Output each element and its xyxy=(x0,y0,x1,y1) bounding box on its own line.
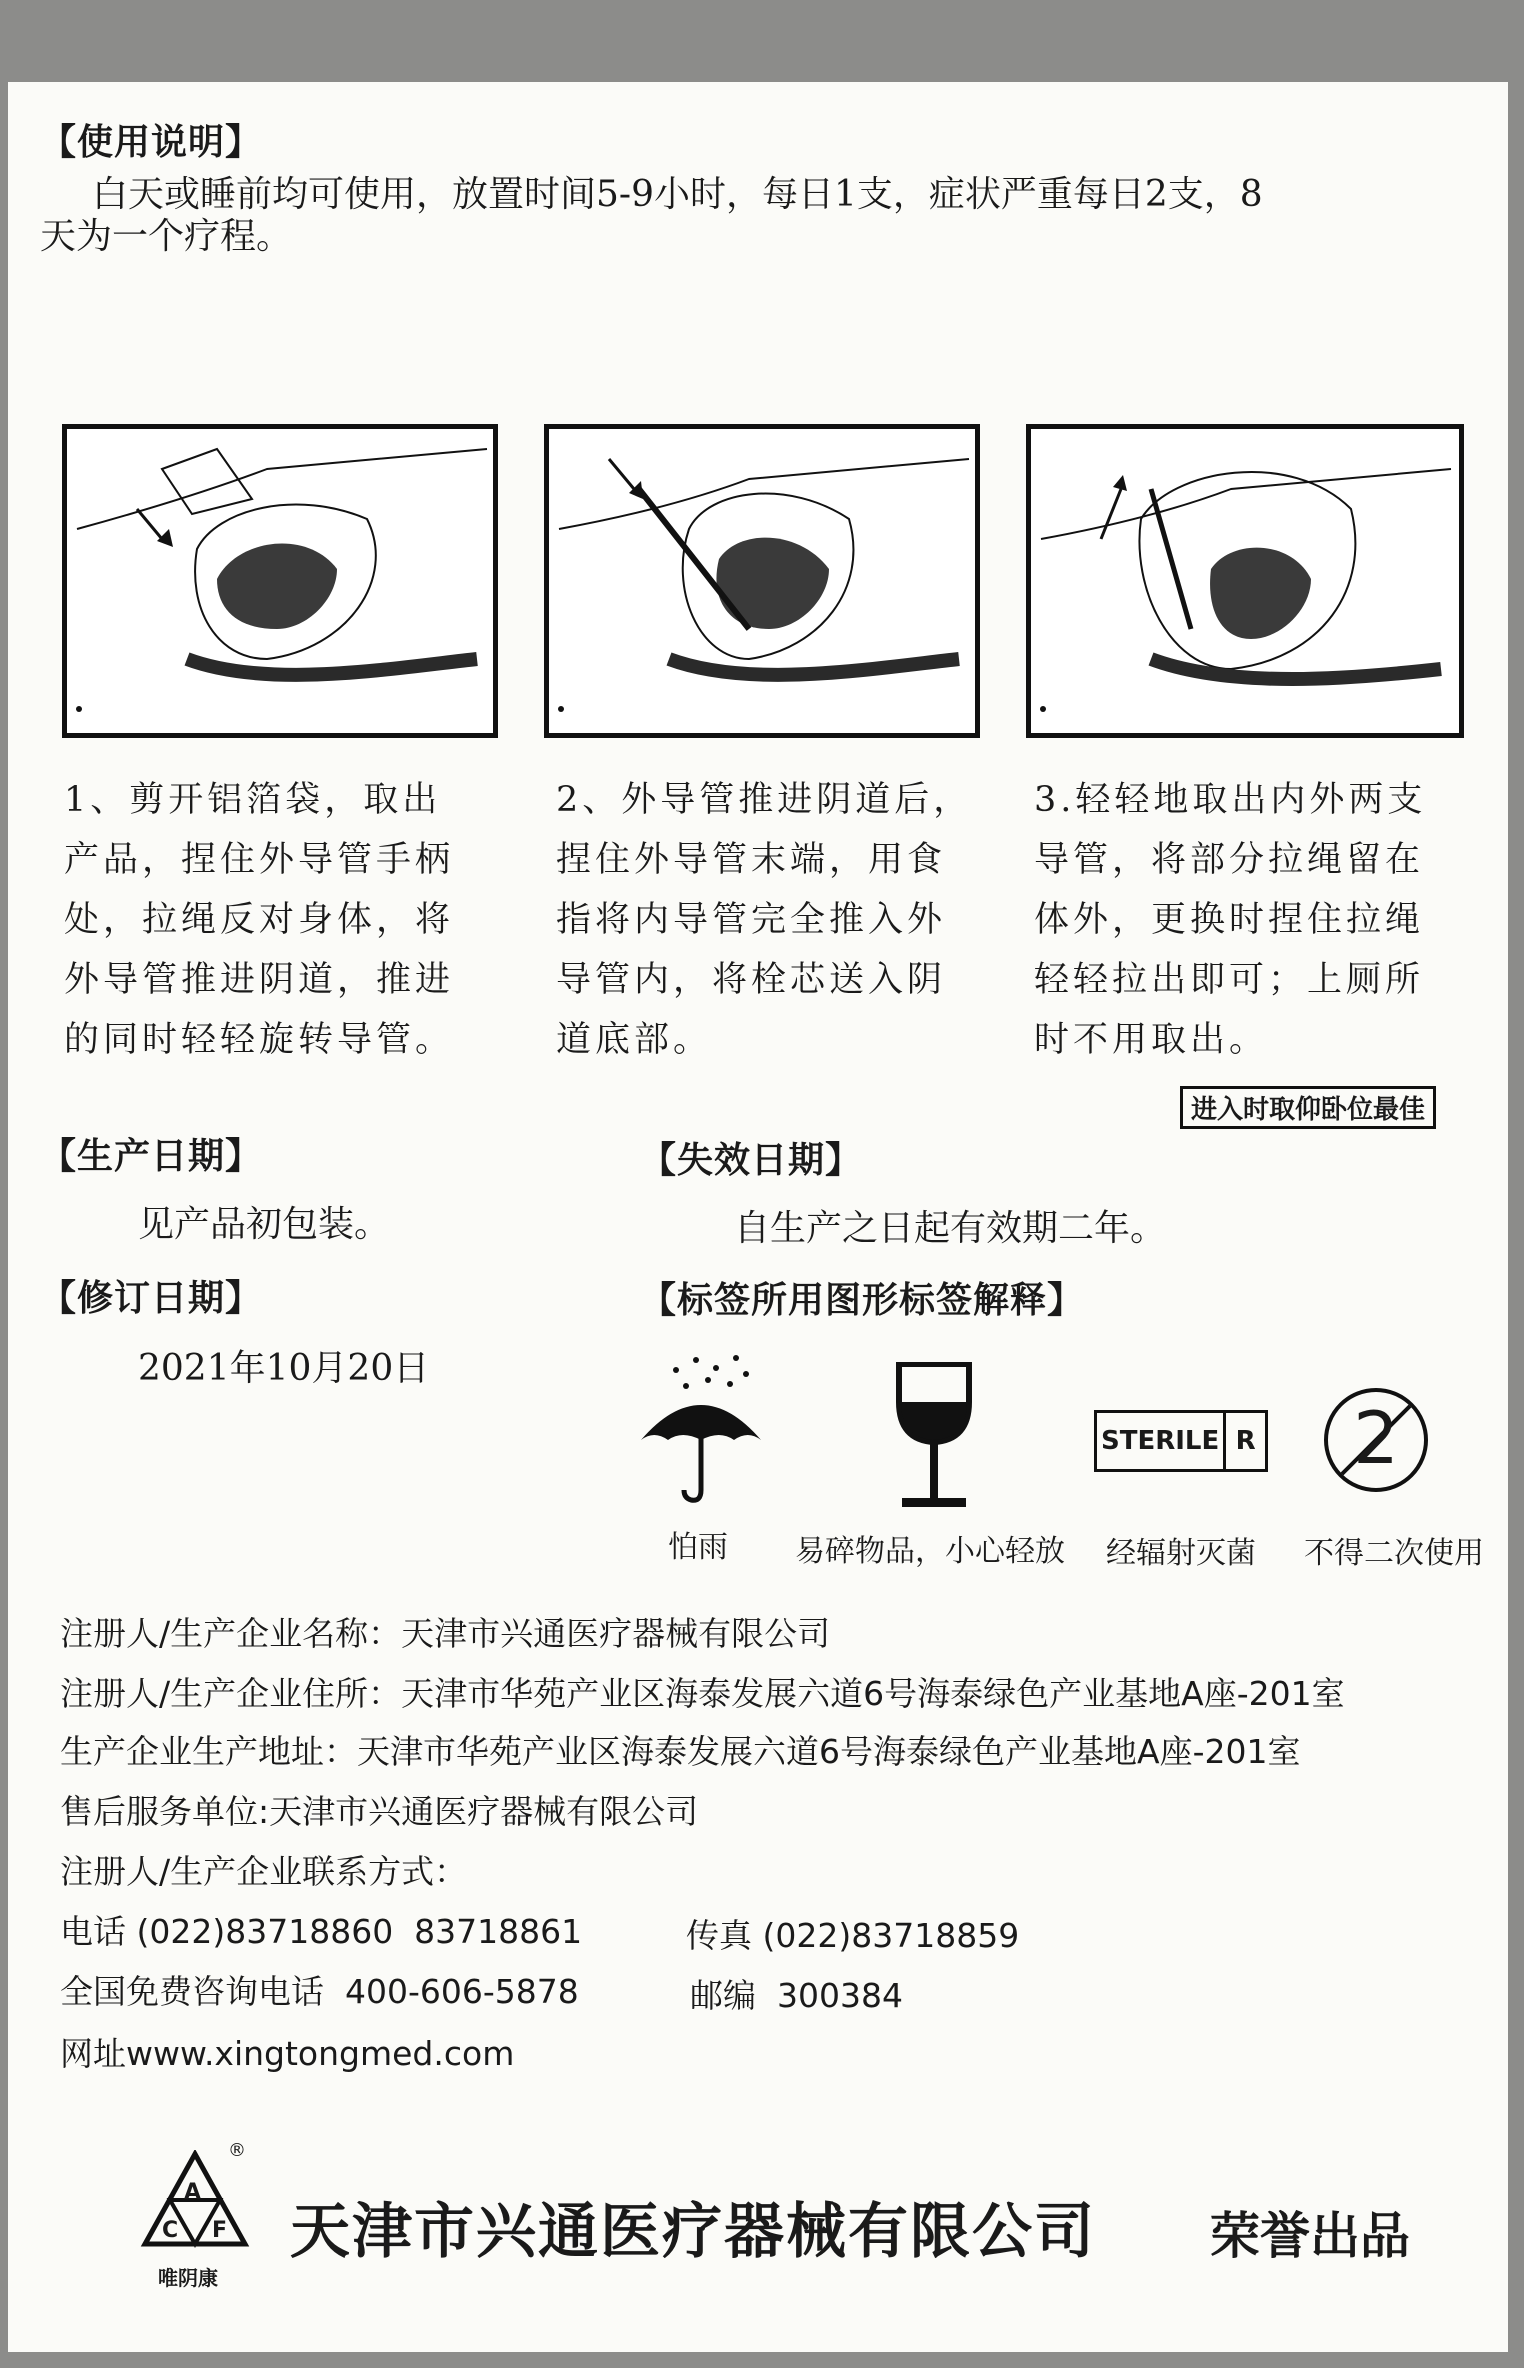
step-2-text xyxy=(556,770,1006,1070)
hotline-number: 全国免费咨询电话 400-606-5878 xyxy=(60,1972,579,2011)
fax-number: 传真 (022)83718859 xyxy=(686,1916,1020,1955)
step-1-line: 处，拉绳反对身体，将 xyxy=(64,900,455,940)
revision-date-text: 2021年10月20日 xyxy=(138,1348,430,1389)
usage-heading: 【使用说明】 xyxy=(40,122,263,163)
step-1-line: 的同时轻轻旋转导管。 xyxy=(64,1020,455,1060)
usage-line-2: 天为一个疗程。 xyxy=(40,216,293,257)
sterile-r-label: R xyxy=(1235,1426,1256,1456)
after-sales-service: 售后服务单位:天津市兴通医疗器械有限公司 xyxy=(60,1792,699,1831)
sterile-label: STERILE xyxy=(1097,1413,1226,1469)
fragile-glass-icon xyxy=(894,1362,974,1512)
registrant-address: 注册人/生产企业住所：天津市华苑产业区海泰发展六道6号海泰绿色产业基地A座-201室 xyxy=(60,1674,1345,1713)
footer-slogan: 荣誉出品 xyxy=(1210,2206,1410,2265)
logo-letter-f: F xyxy=(212,2218,228,2243)
step-2-line: 道底部。 xyxy=(556,1020,713,1060)
step-2-line: 指将内导管完全推入外 xyxy=(556,900,947,940)
symbols-heading: 【标签所用图形标签解释】 xyxy=(640,1280,1085,1321)
usage-line-1: 白天或睡前均可使用，放置时间5-9小时，每日1支，症状严重每日2支，8 xyxy=(92,174,1263,215)
symbol-label-rain: 怕雨 xyxy=(668,1530,728,1565)
symbol-label-no-reuse: 不得二次使用 xyxy=(1304,1536,1484,1571)
website-link: 网址www.xingtongmed.com xyxy=(60,2034,515,2073)
step-1-line: 外导管推进阴道，推进 xyxy=(64,960,455,1000)
step-1-illustration xyxy=(62,424,498,738)
step-1-line: 产品，捏住外导管手柄 xyxy=(64,840,455,880)
revision-date-heading: 【修订日期】 xyxy=(40,1278,263,1319)
expiry-date-text: 自生产之日起有效期二年。 xyxy=(734,1208,1167,1249)
logo-letter-c: C xyxy=(162,2218,179,2243)
postcode: 邮编 300384 xyxy=(690,1976,903,2015)
symbol-label-sterile: 经辐射灭菌 xyxy=(1106,1536,1256,1571)
step-1-text xyxy=(64,770,514,1070)
step-3-line: 导管，将部分拉绳留在 xyxy=(1034,840,1425,880)
step-3-text xyxy=(1034,770,1484,1070)
footer-company-name: 天津市兴通医疗器械有限公司 xyxy=(290,2197,1096,2267)
phone-number: 电话 (022)83718860 83718861 xyxy=(60,1912,583,1951)
position-tip-box: 进入时取仰卧位最佳 xyxy=(1180,1086,1436,1129)
no-reuse-digit: 2 xyxy=(1353,1396,1399,1480)
step-3-line: 时不用取出。 xyxy=(1034,1020,1269,1060)
step-3-illustration xyxy=(1026,424,1464,738)
acf-logo xyxy=(140,2140,250,2300)
contact-heading: 注册人/生产企业联系方式： xyxy=(60,1852,468,1891)
step-2-line: 导管内，将栓芯送入阴 xyxy=(556,960,947,1000)
expiry-date-heading: 【失效日期】 xyxy=(640,1140,863,1181)
sterile-r-icon xyxy=(1094,1410,1268,1472)
umbrella-rain-icon xyxy=(636,1350,766,1510)
step-3-line: 轻轻拉出即可；上厕所 xyxy=(1034,960,1425,1000)
production-address: 生产企业生产地址：天津市华苑产业区海泰发展六道6号海泰绿色产业基地A座-201室 xyxy=(60,1732,1301,1771)
logo-caption: 唯阴康 xyxy=(158,2266,218,2290)
step-3-line: 体外，更换时捏住拉绳 xyxy=(1034,900,1425,940)
step-2-line: 捏住外导管末端，用食 xyxy=(556,840,947,880)
step-2-illustration xyxy=(544,424,980,738)
step-2-line: 2、外导管推进阴道后， xyxy=(556,780,973,820)
step-1-line: 1、剪开铝箔袋，取出 xyxy=(64,780,442,820)
symbol-label-fragile: 易碎物品，小心轻放 xyxy=(795,1534,1065,1569)
production-date-heading: 【生产日期】 xyxy=(40,1136,263,1177)
registrant-name: 注册人/生产企业名称：天津市兴通医疗器械有限公司 xyxy=(60,1614,831,1653)
no-reuse-icon xyxy=(1322,1386,1430,1494)
logo-registered-mark: ® xyxy=(228,2140,246,2161)
step-3-line: 3.轻轻地取出内外两支 xyxy=(1034,780,1427,820)
production-date-text: 见产品初包装。 xyxy=(138,1204,391,1245)
logo-letter-a: A xyxy=(184,2180,202,2205)
